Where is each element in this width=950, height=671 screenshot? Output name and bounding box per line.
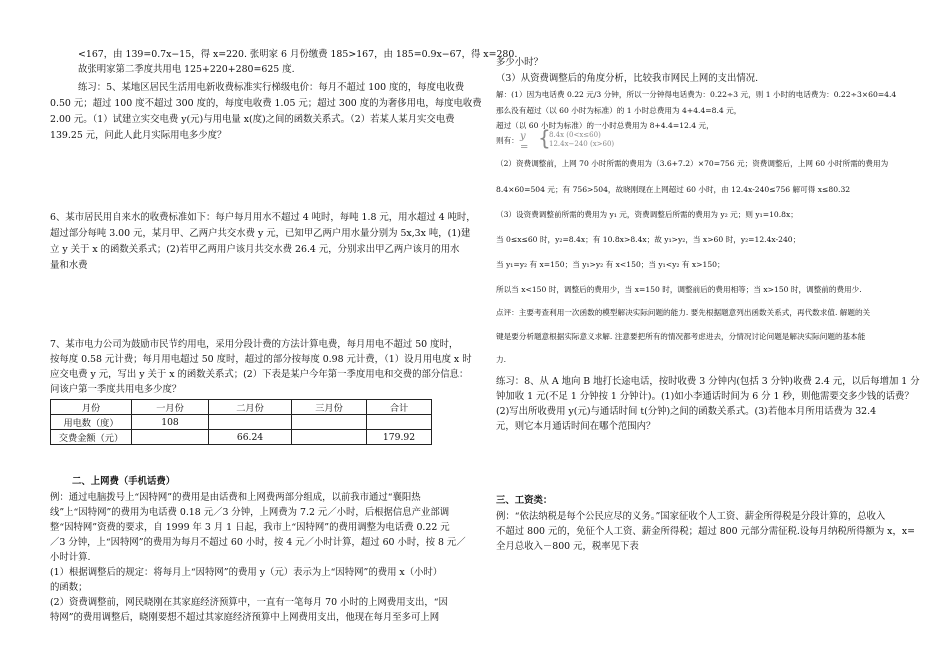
section2-line-3: 整“因特网”资费的要求，自 1999 年 3 月 1 日起，我市上“因特网”的费用调整为电话费 0.22 元 — [50, 522, 450, 533]
solution-line-1: 解：(1）因为电话费 0.22 元/3 分钟，所以一分钟得电话费为：0.22÷3 元，则 1 小时的电话费为：0.22÷3×60=4.4 — [496, 90, 897, 99]
table-header-cell: 一月份 — [132, 400, 209, 415]
ex6-line-2: 超过部分每吨 3.00 元，某月甲、乙两户共交水费 y 元，已知甲乙两户用水量分别为 5x,3x 吨，(1)建 — [50, 228, 471, 239]
table-cell — [132, 430, 209, 445]
table-header-cell: 月份 — [51, 400, 132, 415]
formula-case-1: 8.4x (0<x≤60) — [549, 131, 601, 139]
ex7-line-3: 应交电费 y 元，写出 y 关于 x 的函数关系式；(2）下表是某户今年第一季度用电和交费的部分信息： — [50, 369, 469, 380]
section2-line-6: (1）根据调整后的规定：将每月上“因特网”的费用 y（元）表示为上“因特网”的费用 x（小时） — [50, 567, 443, 578]
table-header-row — [51, 400, 432, 415]
part3-line-1: （3）设资费调整前所需的费用为 y₁ 元，资费调整后所需的费用为 y₂ 元；则 y₁=10.8x； — [496, 210, 798, 219]
ex8-line-4: 元，则它本月通话时间在哪个范围内？ — [496, 421, 656, 432]
part2-line-2: 8.4×60=504 元；有 756>504，故晓刚现在上网超过 60 小时，由 12.4x-240≤756 解可得 x≤80.32 — [496, 185, 851, 194]
table-cell: 交费金额（元） — [51, 430, 132, 445]
ex8-line-3: (2)写出所收费用 y(元)与通话时间 t(分钟)之间的函数关系式。(3)若他本月所用话费为 32.4 — [496, 406, 877, 417]
note-line-3: 力. — [496, 355, 507, 364]
section2-line-7: 的函数； — [50, 582, 88, 593]
ex5-line-4: 139.25 元，问此人此月实际用电多少度？ — [50, 130, 227, 141]
note-line-2: 键是要分析题意根据实际意义求解. 注意要把所有的情况都考虑进去，分情况讨论问题是解决实际问题的基本能 — [496, 332, 866, 341]
section2-line-1: 例：通过电脑拨号上“因特网”的费用是由话费和上网费两部分组成，以前我市通过“襄阳热 — [50, 492, 421, 503]
ex8-line-2: 钟加收 1 元(不足 1 分钟按 1 分钟计)。(1)如小李通话时间为 6 分 1 秒，则他需要交多少钱的话费？ — [496, 391, 914, 402]
section3-line-1: 例：“依法纳税是每个公民应尽的义务。”国家征收个人工资、薪金所得税是分段计算的，总收入 — [496, 511, 886, 522]
ex6-line-3: 立 y 关于 x 的函数关系式；(2)若甲乙两用户该月共交水费 26.4 元，分别求出甲乙两户该月的用水 — [50, 244, 460, 255]
table-row — [51, 430, 432, 445]
section2-line-9: 特网”的费用调整后，晓刚要想不超过其家庭经济预算中上网费用支出，他现在每月至多可上网 — [50, 612, 440, 623]
section2-title: 二、上网费（手机话费） — [72, 476, 176, 487]
table-cell: 66.24 — [209, 430, 292, 445]
section3-line-2: 不超过 800 元的，免征个人工资、薪金所得税；超过 800 元部分需征税.设每月纳税所得额为 x，x= — [496, 526, 915, 537]
right-top-line-2: （3）从资费调整后的角度分析，比较我市网民上网的支出情况. — [496, 73, 759, 84]
section2-line-2: 线”上“因特网”的费用为电话费 0.18 元／3 分钟，上网费为 7.2 元／小时，后根据信息产业部调 — [50, 507, 450, 518]
part3-line-2: 当 0≤x≤60 时，y₂=8.4x；有 10.8x>8.4x；故 y₁>y₂，当 x>60 时，y₂=12.4x-240； — [496, 235, 801, 244]
table-row — [51, 415, 432, 430]
ex7-line-2: 按每度 0.58 元计费；每月用电超过 50 度时，超过的部分按每度 0.98 元计费，（1）设月用电度 x 时 — [50, 354, 472, 365]
formula-y: y = — [520, 131, 529, 153]
ex7-line-4: 问该户第一季度共用电多少度？ — [50, 384, 182, 395]
table-cell: 179.92 — [367, 430, 432, 445]
section2-line-4: ／3 分钟，上“因特网”的费用为每月不超过 60 小时，按 4 元／小时计算，超过 60 小时，按 8 元／ — [50, 537, 466, 548]
part2-line-1: （2）资费调整前，上网 70 小时所需的费用为（3.6+7.2）×70=756 元；资费调整后，上网 60 小时所需的费用为 — [496, 159, 889, 168]
table-cell: 108 — [132, 415, 209, 430]
table-header-cell: 二月份 — [209, 400, 292, 415]
solution-line-2: 那么没有超过（以 60 小时为标准）的 1 小时总费用为 4+4.4=8.4 元， — [496, 106, 742, 115]
part3-line-4: 所以当 x<150 时，调整后的费用少，当 x=150 时，调整前后的费用相等；当 x>150 时，调整前的费用少. — [496, 285, 862, 294]
intro-line-1: <167，由 139=0.7x−15，得 x=220. 张明家 6 月份缴费 185>167，由 185=0.9x−67，得 x=280. — [78, 49, 518, 60]
solution-line-3: 超过（以 60 小时为标准）的一小时总费用为 8+4.4=12.4 元， — [496, 121, 714, 130]
formula-case-2: 12.4x−240 (x>60) — [549, 140, 615, 148]
ex7-line-1: 7、某市电力公司为鼓励市民节约用电，采用分段计费的方法计算电费，每月用电不超过 50 度时， — [50, 339, 459, 350]
table-header-cell: 三月份 — [292, 400, 367, 415]
part3-line-3: 当 y₁=y₂ 有 x=150；当 y₁>y₂ 有 x<150；当 y₁<y₂ 有 x>150； — [496, 260, 725, 269]
table-header-cell: 合计 — [367, 400, 432, 415]
note-line-1: 点评：主要考查利用一次函数的模型解决实际问题的能力. 要先根据题意列出函数关系式，再代数求值. 解题的关 — [496, 308, 871, 317]
section3-title: 三、工资类： — [496, 495, 553, 506]
ex6-line-4: 量和水费 — [50, 260, 88, 271]
right-top-line-1: 多少小时？ — [496, 57, 543, 68]
table-cell — [292, 430, 367, 445]
table-cell — [292, 415, 367, 430]
table-cell: 用电数（度） — [51, 415, 132, 430]
ex5-line-2: 0.50 元；超过 100 度不超过 300 度的，每度电收费 1.05 元；超过 300 度的为奢侈用电，每度电收费 — [50, 98, 482, 109]
ex5-line-3: 2.00 元。（1）试建立实交电费 y(元)与用电量 x(度)之间的函数关系式。（2）若某人某月实交电费 — [50, 114, 455, 125]
section2-line-5: 小时计算. — [50, 552, 91, 563]
formula-prefix: 则有： — [496, 136, 519, 145]
table-cell — [209, 415, 292, 430]
ex5-line-1: 练习：5、某地区居民生活用电新收费标准实行梯级电价：每月不超过 100 度的，每度电收费 — [78, 82, 465, 93]
intro-line-2: 故张明家第二季度共用电 125+220+280=625 度. — [78, 64, 295, 75]
brace-icon: { — [538, 126, 551, 150]
ex8-line-1: 练习：8、从 A 地向 B 地打长途电话，按时收费 3 分钟内(包括 3 分钟)收费 2.4 元，以后每增加 1 分 — [496, 376, 920, 387]
table-cell — [367, 415, 432, 430]
ex6-line-1: 6、某市居民用自来水的收费标准如下：每户每月用水不超过 4 吨时，每吨 1.8 元，用水超过 4 吨时， — [50, 212, 476, 223]
electricity-fee-table — [50, 399, 432, 445]
section2-line-8: (2）资费调整前，网民晓刚在其家庭经济预算中，一直有一笔每月 70 小时的上网费用支出，“因 — [50, 597, 448, 608]
section3-line-3: 全月总收入－800 元，税率见下表 — [496, 541, 639, 552]
